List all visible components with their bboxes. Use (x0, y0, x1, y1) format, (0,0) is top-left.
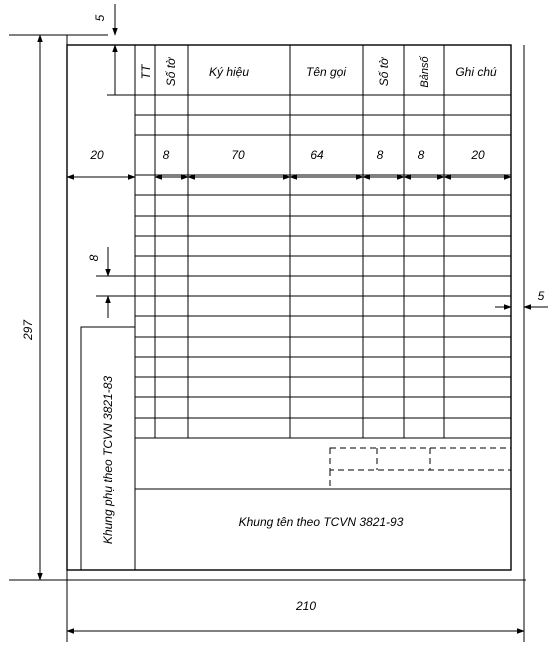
right-margin-label: 5 (537, 289, 545, 303)
top-margin-dimension (93, 4, 135, 95)
header-ban-so: Bảnsố (419, 56, 431, 88)
dim-label-so-to: 8 (162, 148, 170, 162)
contents-table (135, 45, 511, 570)
dim-label-ky-hieu: 70 (231, 148, 245, 162)
dim-label-ten-goi: 64 (310, 148, 324, 162)
right-margin-dimension (495, 289, 548, 307)
sheet-height-dimension (21, 35, 40, 580)
table-header (139, 56, 497, 88)
header-tt: TT (139, 64, 153, 80)
header-ghi-chu: Ghi chú (455, 65, 497, 79)
header-ten-goi: Tên gọi (305, 65, 347, 79)
sheet-height-label: 297 (21, 319, 35, 341)
dim-label-ban-so: 8 (417, 148, 425, 162)
sheet-outline (9, 35, 526, 642)
row-height-label: 8 (87, 254, 101, 262)
dim-label-ghi-chu: 20 (471, 148, 485, 162)
dim-label-left-margin: 20 (90, 148, 104, 162)
title-block (135, 448, 511, 529)
row-height-dimension (87, 247, 135, 318)
dashed-title-box (330, 448, 511, 470)
header-so-to-1: Số tờ (164, 57, 178, 87)
header-ky-hieu: Ký hiệu (208, 65, 250, 79)
title-block-label: Khung tên theo TCVN 3821-93 (238, 515, 404, 529)
header-so-to-2: Số tờ (377, 57, 391, 87)
sub-frame (81, 327, 135, 570)
sheet-width-label: 210 (295, 599, 317, 613)
sub-frame-label: Khung phụ theo TCVN 3821-83 (101, 375, 115, 545)
top-margin-label: 5 (93, 14, 107, 22)
dim-label-so-to-2: 8 (376, 148, 384, 162)
sheet-width-dimension (67, 599, 524, 631)
